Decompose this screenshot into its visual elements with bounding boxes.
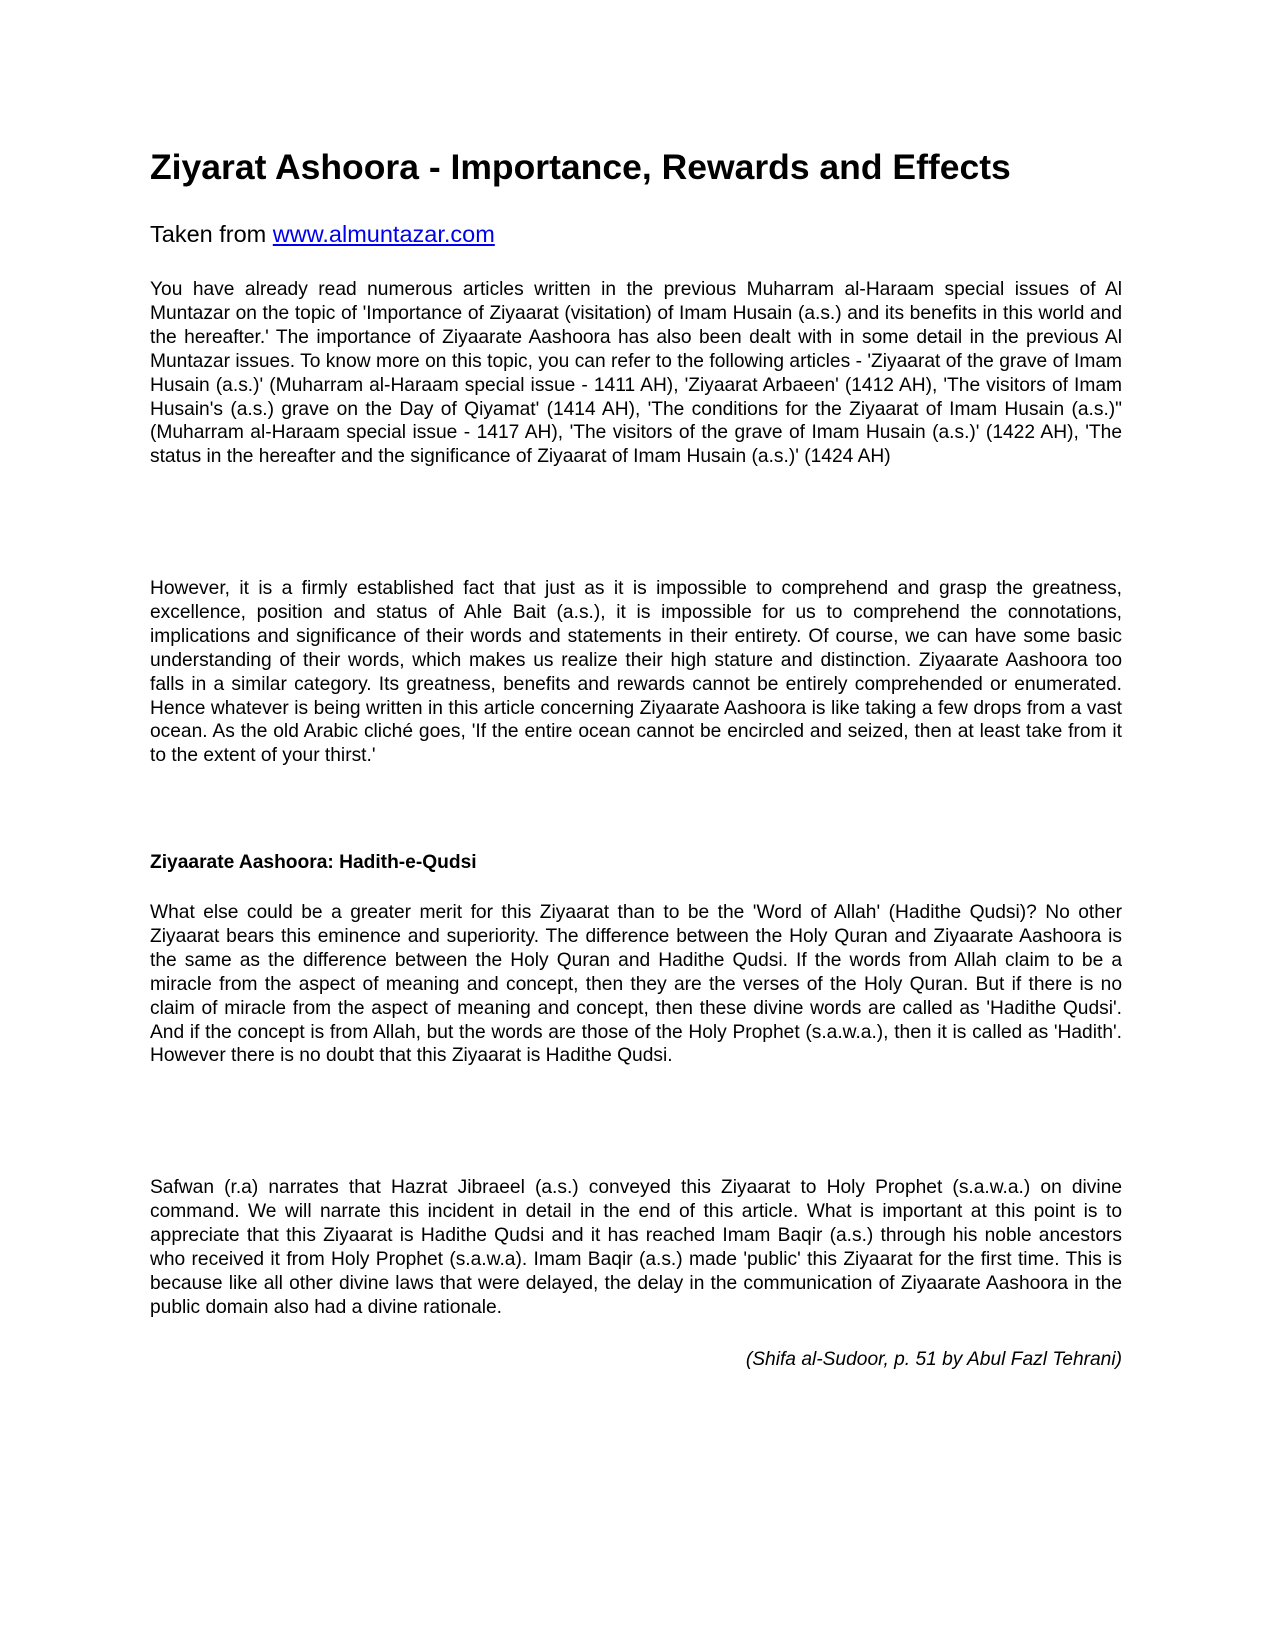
paragraph-intro: You have already read numerous articles written in the previous Muharram al-Haraam special issues of Al Muntazar on the topic of 'Importance of Ziyaarat (visitation) of Imam Husain (a.s.) and its benefits in this world and the hereafter.' The importance of Ziyaarate Aashoora has also been dealt with in some detail in the previous Al Muntazar issues. To know more on this topic, you can refer to the following articles - 'Ziyaarat of the grave of Imam Husain (a.s.)' (Muharram al-Haraam special issue - 1411 AH), 'Ziyaarat Arbaeen' (1412 AH), 'The visitors of Imam Husain's (a.s.) grave on the Day of Qiyamat' (1414 AH), 'The conditions for the Ziyaarat of Imam Husain (a.s.)" (Muharram al-Haraam special issue - 1417 AH), 'The visitors of the grave of Imam Husain (a.s.)' (1422 AH), 'The status in the hereafter and the significance of Ziyaarat of Imam Husain (a.s.)' (1424 AH) [150,279,1122,468]
source-link[interactable]: www.almuntazar.com [272,221,495,247]
paragraph-hadith-qudsi: What else could be a greater merit for this Ziyaarat than to be the 'Word of Allah' (Hadithe Qudsi)? No other Ziyaarat bears this eminence and superiority. The difference between the Holy Quran and Ziyaarate Aashoora is the same as the difference between the Holy Quran and Hadithe Qudsi. If the words from Allah claim to be a miracle from the aspect of meaning and concept, then they are the verses of the Holy Quran. But if there is no claim of miracle from the aspect of meaning and concept, then these divine words are called as 'Hadithe Qudsi'. And if the concept is from Allah, but the words are those of the Holy Prophet (s.a.w.a.), then it is called as 'Hadith'. However there is no doubt that this Ziyaarat is Hadithe Qudsi. [150,902,1122,1067]
section-heading: Ziyaarate Aashoora: Hadith-e-Qudsi [150,852,477,873]
citation: (Shifa al-Sudoor, p. 51 by Abul Fazl Tehrani) [745,1349,1122,1370]
paragraph-however: However, it is a firmly established fact that just as it is impossible to comprehend and grasp the greatness, excellence, position and status of Ahle Bait (a.s.), it is impossible for us to comprehend the connotations, implications and significance of their words and statements in their entirety. Of course, we can have some basic understanding of their words, which makes us realize their high stature and distinction. Ziyaarate Aashoora too falls in a similar category. Its greatness, benefits and rewards cannot be entirely comprehended or enumerated. Hence whatever is being written in this article concerning Ziyaarate Aashoora is like taking a few drops from a vast ocean. As the old Arabic cliché goes, 'If the entire ocean cannot be encircled and seized, then at least take from it to the extent of your thirst.' [150,578,1122,767]
source-line [150,220,495,248]
source-prefix: Taken from [150,221,273,247]
paragraph-safwan: Safwan (r.a) narrates that Hazrat Jibraeel (a.s.) conveyed this Ziyaarat to Holy Prophet (s.a.w.a.) on divine command. We will narrate this incident in detail in the end of this article. What is important at this point is to appreciate that this Ziyaarat is Hadithe Qudsi and it has reached Imam Baqir (a.s.) through his noble ancestors who received it from Holy Prophet (s.a.w.a). Imam Baqir (a.s.) made 'public' this Ziyaarat for the first time. This is because like all other divine laws that were delayed, the delay in the communication of Ziyaarate Aashoora in the public domain also had a divine rationale. [150,1177,1122,1318]
document-title: Ziyarat Ashoora - Importance, Rewards and Effects [150,147,1011,187]
